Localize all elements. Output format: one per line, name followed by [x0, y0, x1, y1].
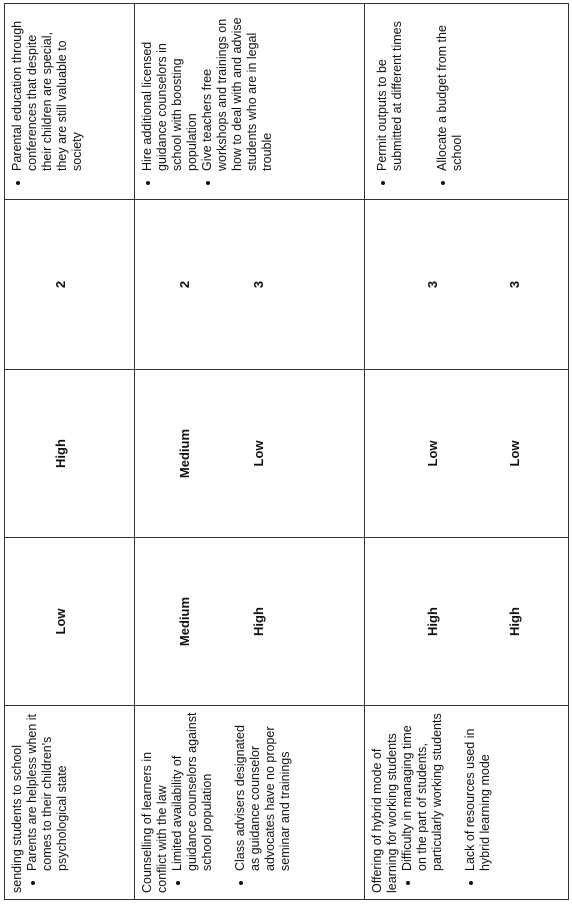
likelihood-value: Low — [53, 608, 68, 635]
issue-lead: Offering of hybrid mode of learning for working students — [370, 733, 399, 893]
issue-bullet: • Parents are helpless when it comes to their children's psychological state — [25, 712, 70, 871]
likelihood-value: High — [506, 607, 522, 636]
impact-cell — [135, 370, 365, 538]
table-row — [5, 4, 135, 900]
priority-value: 3 — [506, 280, 522, 289]
impact-cell — [365, 370, 569, 538]
likelihood-value: Medium — [177, 596, 192, 647]
likelihood-value: High — [250, 607, 266, 636]
likelihood-value: High — [425, 607, 440, 636]
issue-lead: Counselling of learners in conflict with the law — [140, 751, 169, 893]
issue-bullet: • Class advisers designated as guidance counselor advocates have no proper seminar and trainings — [233, 712, 293, 871]
action-cell — [135, 4, 365, 200]
issue-bullet: • Difficulty in managing time on the part of students, particularly working students — [400, 712, 445, 871]
issue-bullet: • Lack of resources used in hybrid learning mode — [463, 712, 493, 871]
action-bullets — [10, 10, 85, 193]
priority-value: 3 — [425, 280, 440, 289]
impact-value: Low — [506, 440, 522, 467]
issue-cell — [5, 706, 135, 900]
priority-cell — [365, 200, 569, 370]
table-row — [135, 4, 365, 900]
priority-cell — [5, 200, 135, 370]
issue-bullets — [170, 712, 293, 893]
action-cell — [365, 4, 569, 200]
impact-value: High — [53, 439, 68, 468]
likelihood-cell — [135, 538, 365, 706]
priority-value: 3 — [250, 280, 266, 289]
impact-value: Medium — [177, 428, 192, 479]
issue-lead: sending students to school — [10, 744, 24, 893]
issue-bullets — [25, 712, 70, 893]
issue-bullets — [400, 712, 493, 893]
impact-cell — [5, 370, 135, 538]
issue-cell — [135, 706, 365, 900]
issue-cell — [365, 706, 569, 900]
action-bullet: • Allocate a budget from the school — [435, 10, 465, 171]
likelihood-cell — [365, 538, 569, 706]
impact-value: Low — [425, 440, 440, 467]
priority-cell — [135, 200, 365, 370]
action-bullet: • Give teachers free workshops and trainings on how to deal with and advise students who are in legal trouble — [200, 10, 275, 171]
action-plan-table — [4, 3, 569, 900]
priority-value: 2 — [177, 280, 192, 289]
action-bullet: • Hire additional licensed guidance counselors in school with boosting population — [140, 10, 200, 171]
action-bullet: • Permit outputs to be submitted at different times — [375, 10, 405, 171]
table-row — [365, 4, 569, 900]
priority-value: 2 — [53, 280, 68, 289]
likelihood-cell — [5, 538, 135, 706]
action-cell — [5, 4, 135, 200]
action-bullets — [140, 10, 275, 193]
action-bullet: • Parental education through conferences that despite their children are special, they are still valuable to society — [10, 10, 85, 171]
action-bullets — [375, 10, 465, 193]
issue-bullet: • Limited availability of guidance counselors against school population — [170, 712, 215, 871]
impact-value: Low — [250, 440, 266, 467]
